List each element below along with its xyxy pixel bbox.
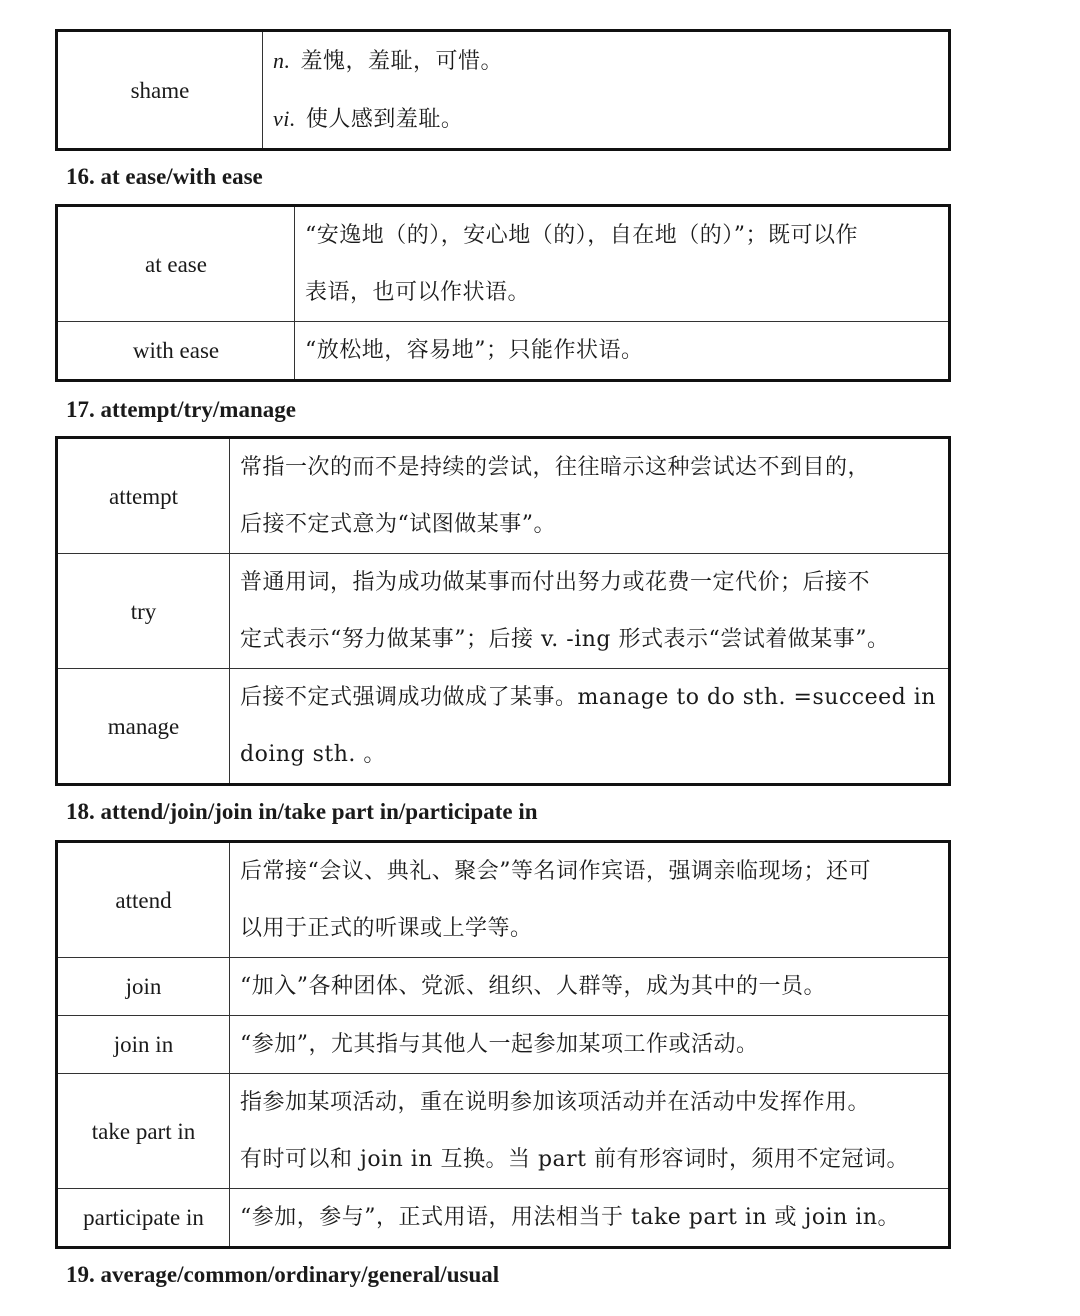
table-row [57, 1189, 950, 1248]
definition-cell [230, 1016, 950, 1074]
section-heading-16: 16. at ease/with ease [66, 164, 263, 189]
term-cell: participate in [57, 1189, 230, 1248]
term-cell: shame [57, 31, 263, 150]
term-cell: join in [57, 1016, 230, 1074]
term-cell: join [57, 958, 230, 1016]
definition-cell [230, 958, 950, 1016]
definition-line: 定式表示“努力做某事”；后接 v. -ing 形式表示“尝试着做某事”。 [240, 627, 890, 652]
table-row [57, 206, 950, 322]
term-cell: with ease [57, 322, 295, 381]
definition-cell [230, 1189, 950, 1248]
definition-line: “放松地，容易地”；只能作状语。 [305, 338, 644, 363]
section16-table-block [55, 204, 951, 382]
definition-cell [295, 206, 950, 322]
definition-line: 常指一次的而不是持续的尝试，往往暗示这种尝试达不到目的， [240, 455, 871, 480]
term-cell: take part in [57, 1074, 230, 1189]
section-heading-18: 18. attend/join/join in/take part in/participate in [66, 799, 538, 824]
section17-table [55, 436, 951, 786]
table-row [57, 438, 950, 554]
section18-table [55, 840, 951, 1249]
section-heading-17: 17. attempt/try/manage [66, 397, 296, 422]
table-row [57, 1016, 950, 1074]
definition-cell [230, 438, 950, 554]
term-cell: attempt [57, 438, 230, 554]
definition-line: “参加，参与”，正式用语，用法相当于 take part in 或 join in。 [240, 1205, 901, 1230]
section18-table-block [55, 840, 951, 1249]
definition-line: 表语，也可以作状语。 [305, 280, 531, 305]
definition-line: 指参加某项活动，重在说明参加该项活动并在活动中发挥作用。 [240, 1090, 871, 1115]
definition-cell [295, 322, 950, 381]
definition-line: 以用于正式的听课或上学等。 [240, 916, 533, 941]
definition-line: 有时可以和 join in 互换。当 part 前有形容词时，须用不定冠词。 [240, 1147, 910, 1172]
definition-cell [230, 669, 950, 785]
definition-text: 羞愧，羞耻，可惜。 [300, 49, 504, 74]
table-row [57, 669, 950, 785]
definition-line: doing sth. 。 [240, 742, 386, 767]
definition-line: “安逸地（的），安心地（的），自在地（的）”；既可以作 [305, 223, 858, 248]
section16-table [55, 204, 951, 382]
table-row [57, 322, 950, 381]
definition-text: 使人感到羞耻。 [305, 107, 464, 132]
definition-line: 后常接“会议、典礼、聚会”等名词作宾语，强调亲临现场；还可 [240, 859, 871, 884]
definition-cell [230, 554, 950, 669]
table-row [57, 1074, 950, 1189]
shame-table [55, 29, 951, 151]
definition-cell [230, 1074, 950, 1189]
definition-line [273, 32, 942, 90]
definition-line [273, 90, 942, 148]
definition-line: 普通用词，指为成功做某事而付出努力或花费一定代价；后接不 [240, 570, 871, 595]
part-of-speech: n. [273, 48, 291, 73]
term-cell: manage [57, 669, 230, 785]
section-heading-19: 19. average/common/ordinary/general/usual [66, 1262, 500, 1287]
table-row [57, 842, 950, 958]
table-row [57, 554, 950, 669]
table-row [57, 958, 950, 1016]
definition-line: 后接不定式强调成功做成了某事。manage to do sth. =succeed in [240, 685, 936, 710]
definition-line: “加入”各种团体、党派、组织、人群等，成为其中的一员。 [240, 974, 826, 999]
part-of-speech: vi. [273, 106, 296, 131]
definition-cell [263, 31, 950, 150]
term-cell: at ease [57, 206, 295, 322]
definition-cell [230, 842, 950, 958]
term-cell: try [57, 554, 230, 669]
term-cell: attend [57, 842, 230, 958]
section17-table-block [55, 436, 951, 786]
definition-line: “参加”，尤其指与其他人一起参加某项工作或活动。 [240, 1032, 759, 1057]
table-row [57, 31, 950, 150]
definition-line: 后接不定式意为“试图做某事”。 [240, 512, 556, 537]
shame-table-block [55, 29, 951, 151]
